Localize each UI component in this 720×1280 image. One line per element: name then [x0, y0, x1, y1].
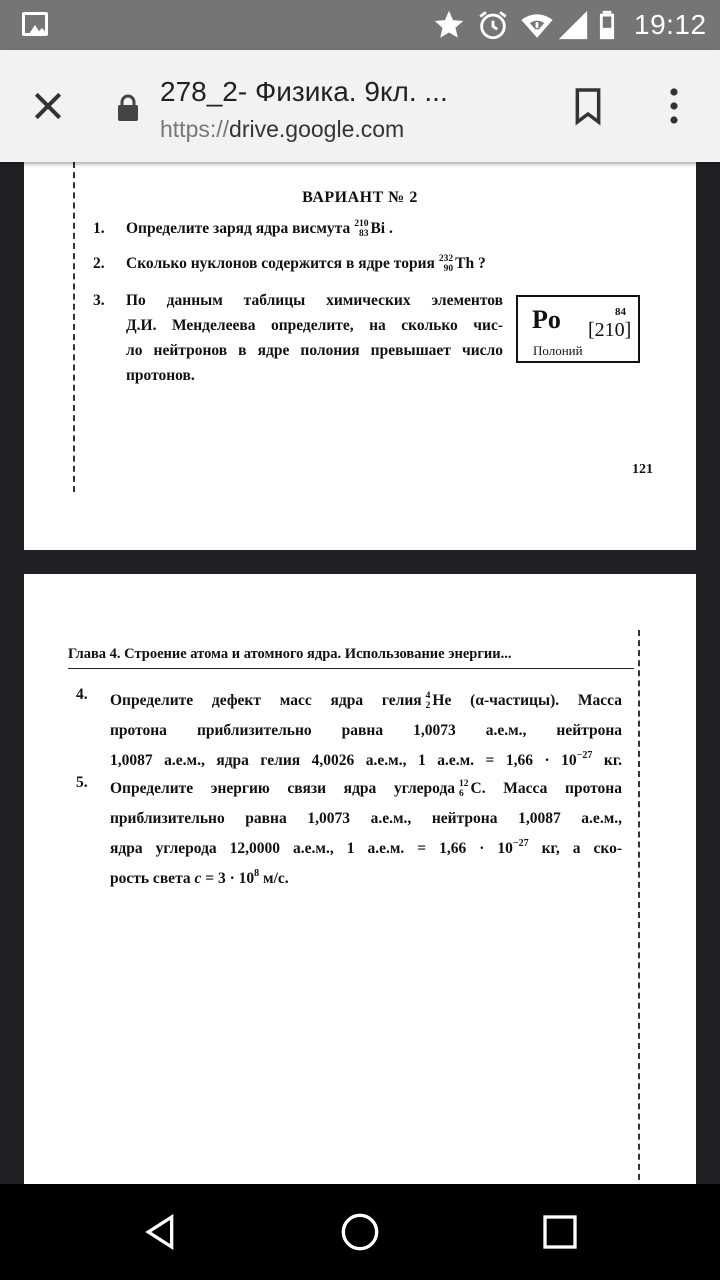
more-vert-icon[interactable] [662, 86, 686, 126]
document-page-122[interactable] [24, 574, 696, 1184]
lock-icon [116, 94, 140, 122]
url-scheme: https:// [160, 116, 230, 142]
clock: 19:12 [634, 9, 707, 40]
url-text[interactable] [160, 116, 404, 143]
question-5-number: 5. [76, 774, 88, 791]
signal-icon [556, 8, 590, 42]
question-5: Определите энергию связи ядра углерода 12 6 C. Масса протона приблизительно равна 1,0073 а.е.м., нейтрона 1,0087 а.е.м., ядра углерода 12,0000 а.е.м., 1 а.е.м. = $1,66 \cdot 10^{-27}$ кг, а ско- рость света $c = 3 \cdot 10^8$ м/с. [110, 779, 622, 887]
cut-line [638, 630, 640, 1184]
bookmark-icon[interactable] [572, 86, 604, 126]
navigation-bar [0, 1184, 720, 1280]
custom-tab-toolbar [0, 50, 720, 162]
cut-line [73, 162, 75, 492]
page-title: 278_2- Физика. 9кл. ... [160, 76, 448, 107]
question-4: Определите дефект масс ядра гелия 4 2 He (α-частицы). Масса протона приблизительно равна 1,0073 а.е.м., нейтрона 1,0087 а.е.м., ядра гелия 4,0026 а.е.м., 1 а.е.м. = $1,66 \cdot 10^{-27}$ кг. [110, 691, 622, 769]
header-rule [68, 668, 634, 669]
close-icon[interactable] [28, 86, 68, 126]
variant-heading: ВАРИАНТ № 2 [302, 189, 418, 206]
star-icon [432, 8, 466, 42]
battery-icon [590, 8, 624, 42]
url-host: drive.google.com [229, 116, 405, 142]
wifi-icon [520, 8, 554, 42]
element-card-polonium: Po 84 [210] Полоний [516, 295, 640, 363]
chapter-header: Глава 4. Строение атома и атомного ядра. Использование энергии... [68, 646, 512, 662]
status-bar [0, 0, 720, 50]
home-icon[interactable] [340, 1212, 380, 1252]
back-icon[interactable] [140, 1212, 180, 1252]
recents-icon[interactable] [540, 1212, 580, 1252]
question-4-number: 4. [76, 686, 88, 703]
alarm-icon [476, 8, 510, 42]
document-page-121[interactable]: ВАРИАНТ № 2 1. Определите заряд ядра висмута 210 83 Bi . 2. Сколько нуклонов содержится в ядре тория 232 90 Th ? 3. По данным таблицы химических элементов Д.И. Менделеева определите, на сколько чис- ло нейтронов в ядре полония превышает число протонов. Po 84 [210] Полоний 121 [24, 162, 696, 550]
gallery-icon [22, 12, 48, 36]
page-number: 121 [632, 462, 653, 477]
